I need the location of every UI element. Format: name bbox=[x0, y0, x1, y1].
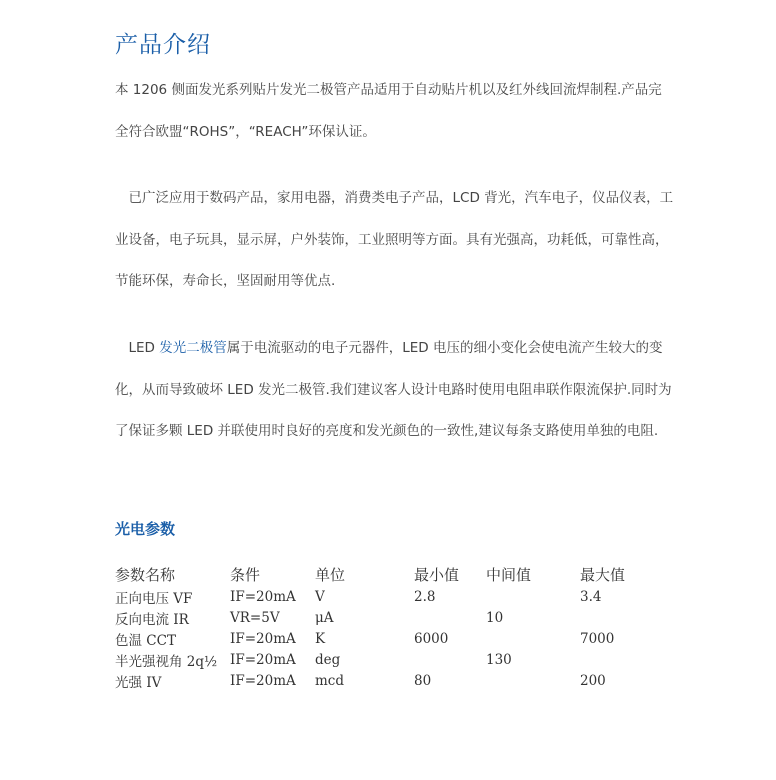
cell-condition: IF=20mA bbox=[230, 588, 296, 605]
cell-typ bbox=[486, 670, 580, 691]
table-row bbox=[115, 586, 660, 607]
header-unit: 单位 bbox=[315, 566, 346, 584]
cell-min: 80 bbox=[414, 672, 432, 689]
specs-section-title: 光电参数 bbox=[115, 520, 176, 538]
cell-typ bbox=[486, 628, 580, 649]
intro-paragraph-2: 已广泛应用于数码产品，家用电器，消费类电子产品，LCD 背光，汽车电子，仪品仪表，工业设备，电子玩具，显示屏，户外装饰，工业照明等方面。具有光强高，功耗低，可靠性高，节能环保，寿命长，坚固耐用等优点. bbox=[115, 190, 674, 289]
cell-max bbox=[580, 607, 660, 628]
intro-paragraph-3-rest: 属于电流驱动的电子元器件，LED 电压的细小变化会使电流产生较大的变化，从而导致破坏 LED 发光二极管.我们建议客人设计电路时使用电阻串联作限流保护.同时为了保证多颗 LED 并联使用时良好的亮度和发光颜色的一致性,建议每条支路使用单独的电阻. bbox=[115, 340, 672, 439]
cell-param: 色温 CCT bbox=[115, 632, 176, 649]
cell-condition: VR=5V bbox=[230, 609, 280, 626]
intro-paragraph-3-lead: LED bbox=[115, 340, 160, 356]
table-row bbox=[115, 649, 660, 670]
cell-unit: μA bbox=[315, 609, 334, 626]
intro-paragraph-1: 本 1206 侧面发光系列贴片发光二极管产品适用于自动贴片机以及红外线回流焊制程.产品完全符合欧盟“ROHS”，“REACH”环保认证。 bbox=[115, 82, 662, 140]
intro-paragraph-3 bbox=[115, 328, 675, 453]
header-max: 最大值 bbox=[580, 566, 626, 584]
cell-param: 正向电压 VF bbox=[115, 590, 193, 607]
cell-min bbox=[414, 607, 486, 628]
specs-header-row bbox=[115, 563, 660, 586]
header-min: 最小值 bbox=[414, 566, 460, 584]
cell-condition: IF=20mA bbox=[230, 630, 296, 647]
cell-unit: mcd bbox=[315, 672, 345, 689]
table-row bbox=[115, 607, 660, 628]
cell-max: 200 bbox=[580, 672, 606, 689]
cell-unit: K bbox=[315, 630, 326, 647]
header-param-name: 参数名称 bbox=[115, 566, 176, 584]
cell-param: 反向电流 IR bbox=[115, 611, 189, 628]
cell-min: 2.8 bbox=[414, 588, 436, 605]
specs-table bbox=[115, 563, 660, 691]
cell-max bbox=[580, 649, 660, 670]
table-row bbox=[115, 670, 660, 691]
table-row bbox=[115, 628, 660, 649]
header-typ: 中间值 bbox=[486, 566, 532, 584]
cell-typ bbox=[486, 586, 580, 607]
cell-condition: IF=20mA bbox=[230, 651, 296, 668]
cell-condition: IF=20mA bbox=[230, 672, 296, 689]
cell-max: 3.4 bbox=[580, 588, 602, 605]
header-condition: 条件 bbox=[230, 566, 261, 584]
cell-param: 光强 IV bbox=[115, 674, 162, 691]
cell-typ: 130 bbox=[486, 651, 512, 668]
cell-unit: deg bbox=[315, 651, 341, 668]
page-title: 产品介绍 bbox=[115, 32, 211, 59]
cell-min bbox=[414, 649, 486, 670]
cell-max: 7000 bbox=[580, 630, 615, 647]
cell-unit: V bbox=[315, 588, 325, 605]
cell-param: 半光强视角 2q½ bbox=[115, 653, 218, 670]
led-diode-link[interactable]: 发光二极管 bbox=[159, 340, 227, 356]
cell-min: 6000 bbox=[414, 630, 449, 647]
cell-typ: 10 bbox=[486, 609, 504, 626]
